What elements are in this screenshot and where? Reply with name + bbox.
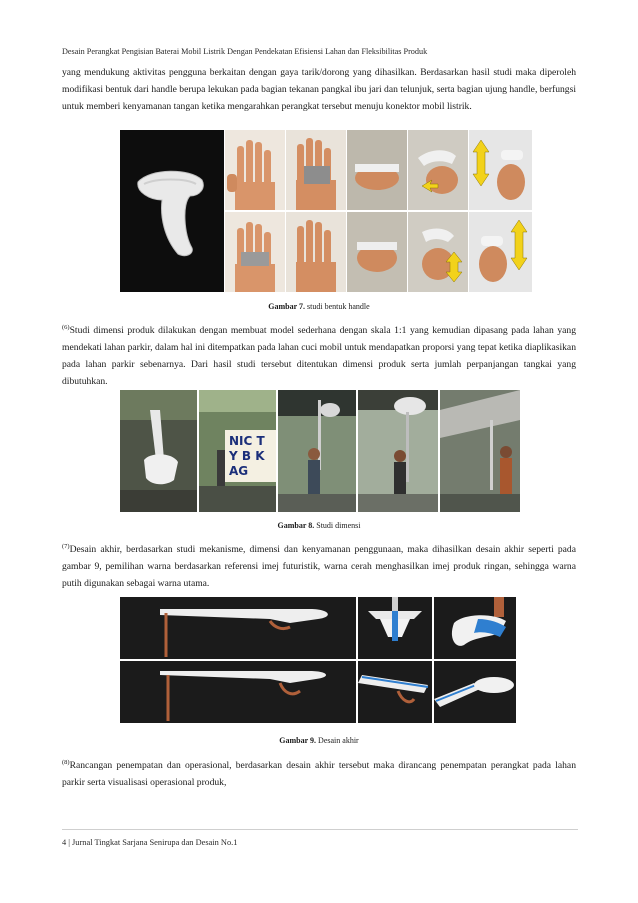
render-top-view: [434, 661, 516, 723]
reference-8: (8): [62, 759, 70, 766]
paragraph-dimension-text: Studi dimensi produk dilakukan dengan membuat model sederhana dengan skala 1:1 yang kemudian dipasang pada lahan yang mendekati lahan parkir, dalam hal ini ditempatkan pada lahan cuci mobil untuk mendapatkan proporsi yang tepat ketika diaplikasikan pada lahan parkir sebenarnya. Dari hasil studi tersebut ditentukan dimensi produk serta jumlah perpanjangan tangkai yang dibutuhkan.: [62, 325, 576, 387]
render-perspective-view: [358, 661, 432, 723]
render-side-view: [120, 597, 356, 659]
arrow-photo-4: [469, 212, 532, 292]
person-with-model-photo: [278, 390, 356, 512]
carwash-sign-photo: [199, 390, 276, 512]
paragraph-placement: [62, 757, 576, 791]
grip-photo-1: [347, 130, 407, 210]
paragraph-placement-text: Rancangan penempatan dan operasional, berdasarkan desain akhir tersebut maka dirancang penempatan perangkat pada lahan parkir serta visualisasi operasional produk,: [62, 760, 576, 788]
hand-photo-1: [225, 130, 285, 210]
render-front-view: [358, 597, 432, 659]
reference-7: (7): [62, 543, 70, 550]
hand-photo-3: [225, 212, 285, 292]
paragraph-final-design-text: Desain akhir, berdasarkan studi mekanisme, dimensi dan kenyamanan penggunaan, maka dihasilkan desain akhir seperti pada gambar 9, pemilihan warna berdasarkan referensi imej futuristik, warna cerah menghasilkan imej produk ringan, sehingga warna putih digunakan sebagai warna utama.: [62, 544, 576, 589]
figure-7-label: Gambar 7.: [268, 302, 306, 311]
figure-9-final-design: [120, 597, 516, 723]
figure-8-label: Gambar 8.: [277, 521, 315, 530]
reference-6: (6): [62, 324, 70, 331]
paragraph-dimension-study: [62, 322, 576, 390]
paragraph-final-design: [62, 541, 576, 592]
figure-9-caption: [0, 736, 638, 745]
handle-model-photo: [120, 130, 224, 292]
figure-9-label: Gambar 9.: [279, 736, 317, 745]
overhead-handle-photo: [358, 390, 438, 512]
arrow-photo-1: [408, 130, 468, 210]
model-mockup-photo: [120, 390, 197, 512]
hand-photo-4: [286, 212, 346, 292]
figure-9-text: Desain akhir: [318, 736, 359, 745]
arrow-photo-2: [469, 130, 532, 210]
figure-7-handle-study: [120, 130, 532, 295]
figure-8-text: Studi dimensi: [316, 521, 361, 530]
roof-structure-photo: [440, 390, 520, 512]
figure-8-dimension-study: [120, 390, 520, 512]
footer-divider: [62, 829, 578, 830]
render-handle-closeup: [434, 597, 516, 659]
grip-photo-2: [347, 212, 407, 292]
arrow-photo-3: [408, 212, 468, 292]
hand-photo-2: [286, 130, 346, 210]
figure-7-caption: [0, 302, 638, 311]
render-side-view-2: [120, 661, 356, 723]
page-footer: 4 | Jurnal Tingkat Sarjana Senirupa dan Desain No.1: [62, 838, 238, 847]
figure-7-text: studi bentuk handle: [307, 302, 370, 311]
carwash-sign-text: NIC TY B KAG: [229, 434, 265, 478]
paragraph-handle-study: yang mendukung aktivitas pengguna berkaitan dengan gaya tarik/dorong yang dihasilkan. Berdasarkan hasil studi maka diperoleh modifikasi bentuk dari handle berupa lekukan pada bagian tekanan pangkal ibu jari dan telunjuk, serta bagian ujung handle, berfungsi untuk memberi kenyamanan tangan ketika mengarahkan perangkat tersebut menuju konektor mobil listrik.: [62, 67, 576, 112]
running-header: Desain Perangkat Pengisian Baterai Mobil Listrik Dengan Pendekatan Efisiensi Lahan dan Fleksibilitas Produk: [62, 47, 428, 56]
figure-8-caption: [0, 521, 638, 530]
